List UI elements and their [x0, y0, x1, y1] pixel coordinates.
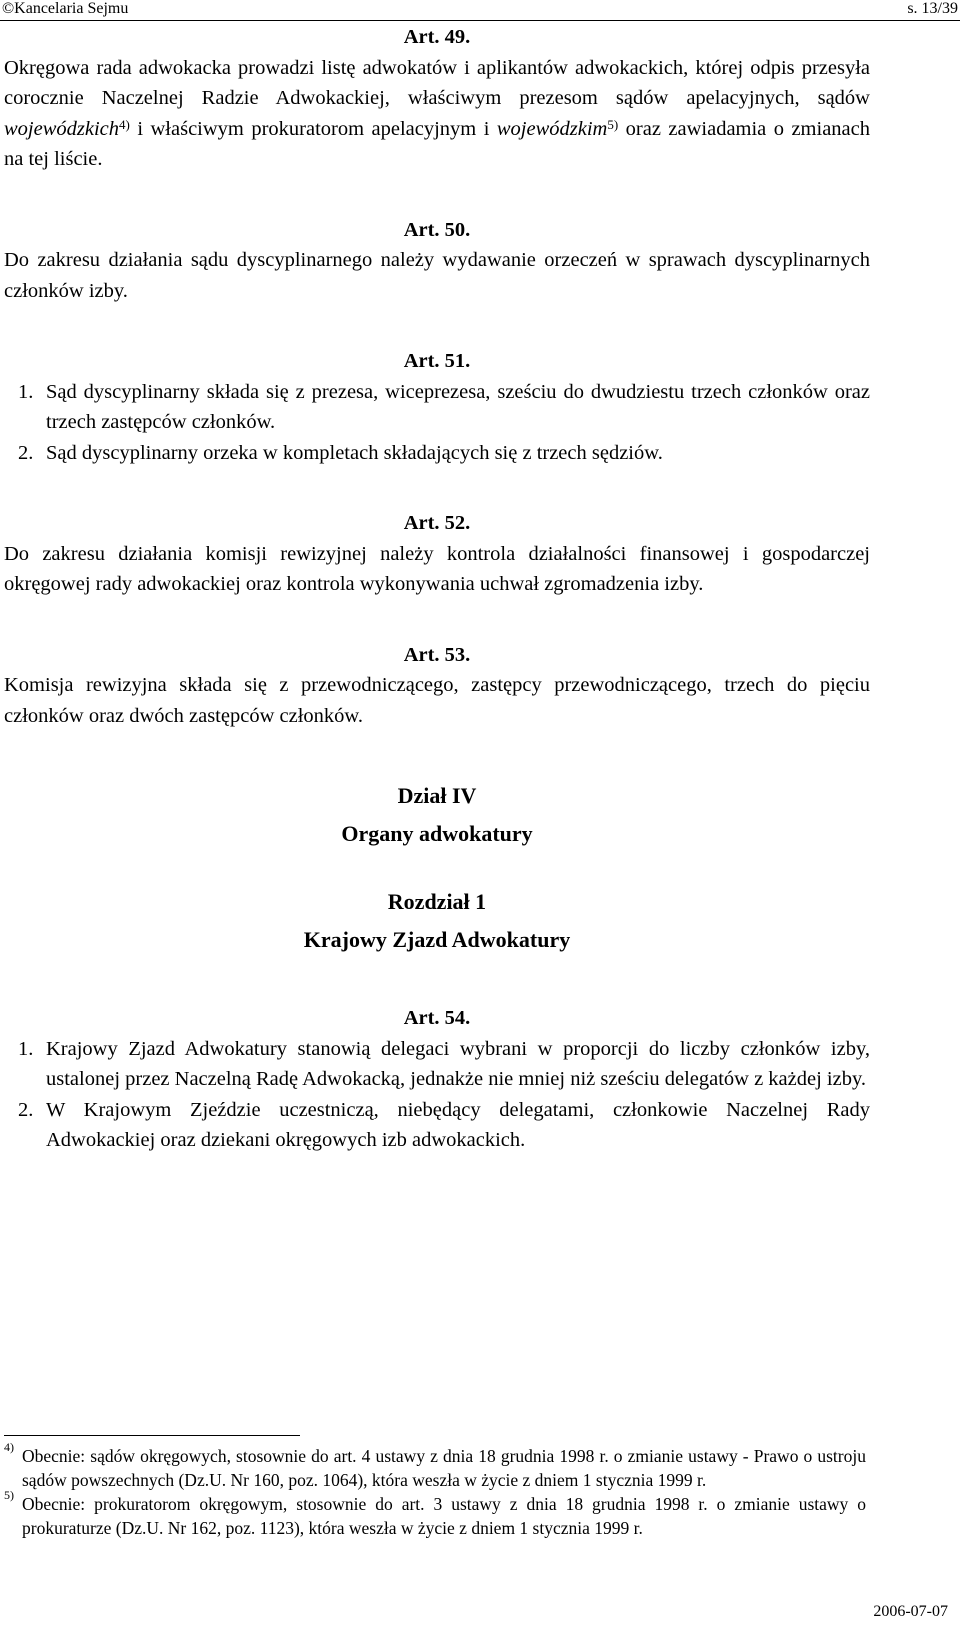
article-title: Art. 51. — [403, 350, 471, 372]
item-number: 1. — [18, 380, 34, 403]
footnote-mark: 5) — [4, 1488, 14, 1502]
article-49 — [4, 22, 870, 175]
footnote-text: Obecnie: sądów okręgowych, stosownie do art. 4 ustawy z dnia 18 grudnia 1998 r. o zmianie ustawy - Prawo o ustroju sądów powszechnych (Dz.U. Nr 160, poz. 1064), która weszła w życie z dniem 1 stycznia 1999 r. — [22, 1446, 866, 1490]
article-title: Art. 49. — [403, 26, 471, 48]
article-text: Do zakresu działania sądu dyscyplinarnego należy wydawanie orzeczeń w sprawach dyscyplinarnych członków izby. — [4, 249, 870, 302]
chapter-label: Rozdział 1 — [387, 889, 487, 914]
item-number: 1. — [18, 1037, 34, 1060]
footnote-text: Obecnie: prokuratorom okręgowym, stosownie do art. 3 ustawy z dnia 18 grudnia 1998 r. o zmianie ustawy o prokuraturze (Dz.U. Nr 162, poz. 1123), która weszła w życie z dniem 1 stycznia 1999 r. — [22, 1494, 866, 1538]
article-item — [4, 438, 870, 469]
division-title: Organy adwokatury — [341, 821, 533, 846]
document-body — [4, 22, 870, 1156]
text-run: Okręgowa rada adwokacka prowadzi listę adwokatów i aplikantów adwokackich, której odpis przesyła corocznie Naczelnej Radzie Adwokackiej, właściwym prezesom sądów apelacyjnych, sądów — [4, 56, 870, 109]
text-run: i właściwym prokuratorom apelacyjnym i — [129, 117, 497, 140]
header-rule — [0, 20, 960, 21]
division-heading — [4, 777, 870, 853]
article-51 — [4, 346, 870, 468]
document-date: 2006-07-07 — [873, 1603, 948, 1620]
article-52 — [4, 508, 870, 600]
article-item — [4, 377, 870, 438]
item-text: Sąd dyscyplinarny składa się z prezesa, wiceprezesa, sześciu do dwudziestu trzech członków oraz trzech zastępców członków. — [46, 380, 870, 433]
footnote-item — [4, 1488, 866, 1540]
article-title: Art. 53. — [403, 643, 471, 666]
article-title: Art. 52. — [403, 512, 471, 534]
item-number: 2. — [18, 441, 34, 464]
item-text: Krajowy Zjazd Adwokatury stanowią delegaci wybrani w proporcji do liczby członków izby, ustalonej przez Naczelną Radę Adwokacką, jednakże nie mniej niż sześciu delegatów z każdej izby. — [46, 1037, 870, 1090]
footnote-mark: 4) — [4, 1440, 14, 1454]
article-54 — [4, 1003, 870, 1156]
article-53 — [4, 640, 870, 732]
italic-term: wojewódzkich — [4, 117, 120, 140]
item-text: W Krajowym Zjeździe uczestniczą, niebędący delegatami, członkowie Naczelnej Rady Adwokackiej oraz dziekani okręgowych izb adwokackich. — [46, 1098, 870, 1151]
footnote-item — [4, 1440, 866, 1492]
article-item — [4, 1034, 870, 1095]
article-50 — [4, 215, 870, 307]
text-run: oraz zawiadamia o zmianach na tej liście. — [4, 117, 870, 170]
footnote-separator — [4, 1435, 300, 1436]
publisher-label: ©Kancelaria Sejmu — [2, 0, 129, 17]
chapter-heading — [4, 883, 870, 959]
item-number: 2. — [18, 1098, 34, 1121]
italic-term: wojewódzkim — [496, 117, 608, 140]
article-text: Do zakresu działania komisji rewizyjnej należy kontrola działalności finansowej i gospodarczej okręgowej rady adwokackiej oraz kontrola wykonywania uchwał zgromadzenia izby. — [4, 542, 870, 595]
article-title: Art. 54. — [403, 1007, 471, 1029]
footnote-ref[interactable]: 4) — [119, 116, 130, 132]
division-label: Dział IV — [397, 783, 477, 808]
article-item — [4, 1095, 870, 1156]
article-text — [4, 53, 870, 175]
article-title: Art. 50. — [403, 218, 471, 241]
footnote-ref[interactable]: 5) — [607, 116, 619, 132]
page-number: s. 13/39 — [907, 0, 958, 17]
footnotes — [4, 1440, 866, 1540]
chapter-title: Krajowy Zjazd Adwokatury — [303, 927, 571, 952]
article-text: Komisja rewizyjna składa się z przewodniczącego, zastępcy przewodniczącego, trzech do pięciu członków oraz dwóch zastępców członków. — [4, 674, 870, 727]
item-text: Sąd dyscyplinarny orzeka w kompletach składających się z trzech sędziów. — [46, 441, 663, 464]
page-header — [0, 0, 960, 20]
